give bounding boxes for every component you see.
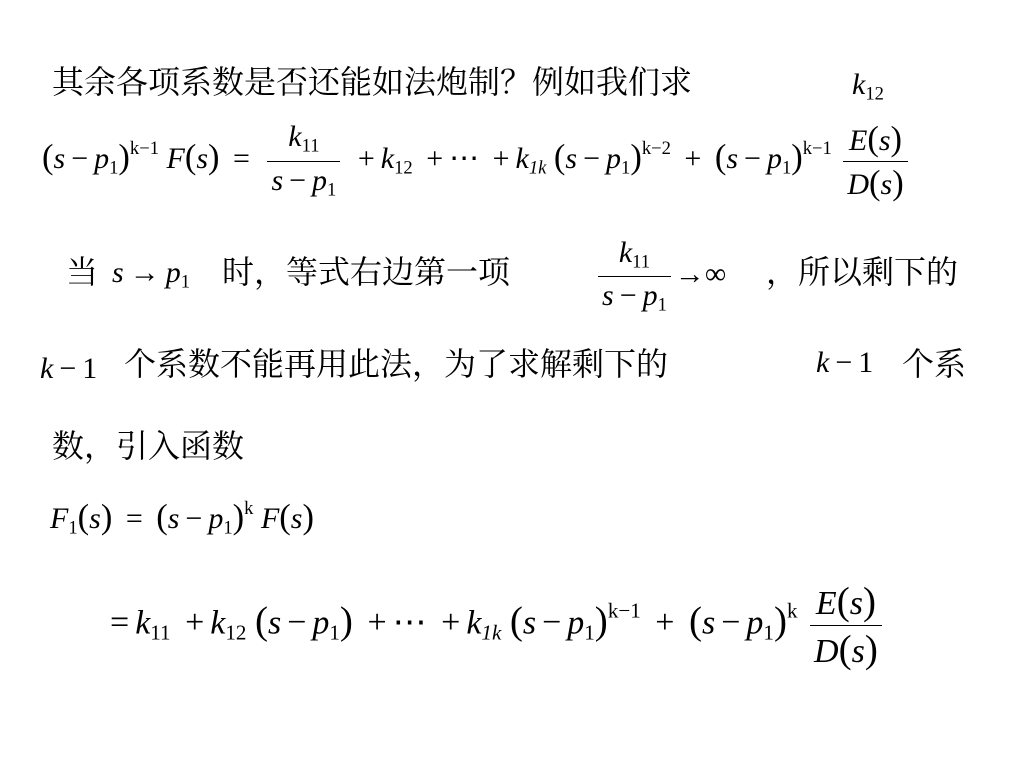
inline-s-to-p1: $s \to p_1$ xyxy=(112,256,190,293)
paragraph-2-post: ，所以剩下的 xyxy=(766,253,959,291)
paragraph-2-pre: 当 xyxy=(66,253,99,291)
paragraph-1-text: 其余各项系数是否还能如法炮制？例如我们求 xyxy=(52,63,693,101)
inline-k-minus-1-a: k − 1 xyxy=(40,352,98,385)
fraction-k11: $\frac{k_{11}}{s - p_1}$ xyxy=(267,122,340,199)
paragraph-1 xyxy=(52,62,692,102)
fraction-E-over-D: $\frac{E(s)}{D(s)}$ xyxy=(843,122,907,200)
inline-fraction-limit: $\frac{k_{11}}{s - p_1}$ →∞ xyxy=(594,238,726,315)
equation-2: $F_1(s) = (s - p_1)^k$ F(s) xyxy=(50,498,314,539)
inline-k-minus-1-b: k − 1 xyxy=(816,346,874,379)
fraction-E-over-D-2: $\frac{E(s)}{D(s)}$ xyxy=(810,582,882,669)
equation-3: = $k_{11} + k_{12}$ $(s - p_1)$ + ⋯ + k1k $(s - p_1)^{k-1} + (s - p_1)^k$ $\frac{E(s)}{D(s)}$ xyxy=(104,582,886,669)
paragraph-4: 数，引入函数 xyxy=(52,427,245,465)
paragraph-3-tail: 个系 xyxy=(902,345,967,383)
paragraph-2-mid: 时，等式右边第一项 xyxy=(222,253,511,291)
equation-1: $(s - p_1)^{k-1}$ F(s) = $\frac{k_{11}}{s - p_1}$ + $k_{12}$ + ⋯ + k1k $(s - p_1)^{k-2} + (s - p_1)^{k-1}$ $\frac{E(s)}{D(s)}$ xyxy=(42,122,912,200)
inline-k12: $k_{12}$ xyxy=(852,68,884,105)
paragraph-3: 个系数不能再用此法，为了求解剩下的 xyxy=(124,345,669,383)
